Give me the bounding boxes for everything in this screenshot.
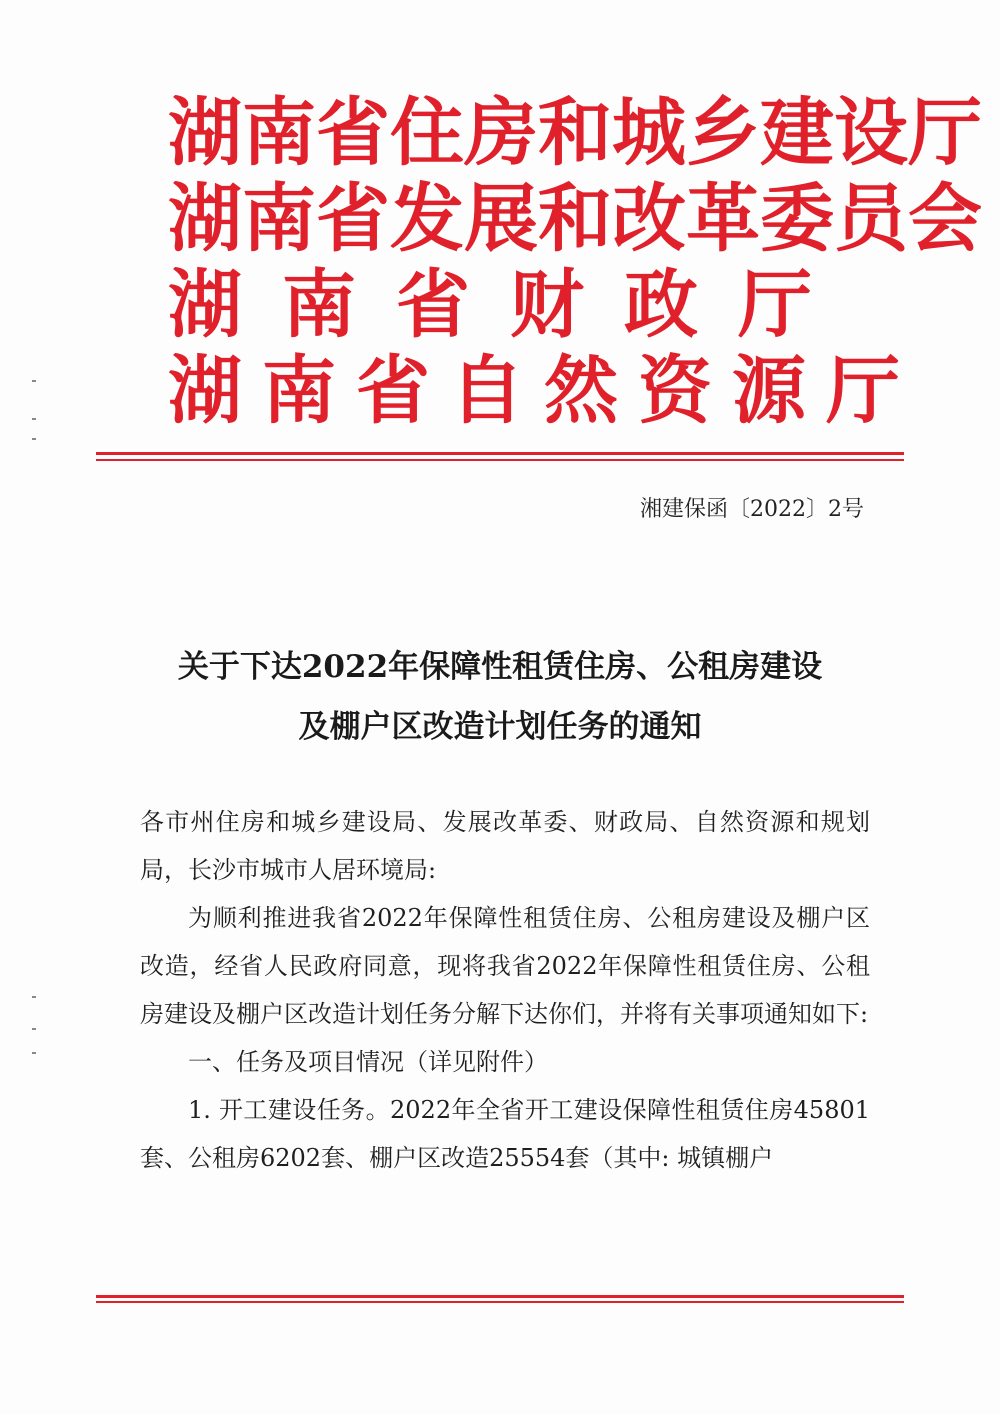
scan-speck	[32, 418, 36, 420]
letterhead-org-3: 湖南省财政厅	[168, 262, 852, 348]
scan-speck	[32, 438, 36, 440]
addressee-paragraph: 各市州住房和城乡建设局、发展改革委、财政局、自然资源和规划局，长沙市城市人居环境局:	[140, 808, 870, 884]
scan-speck	[32, 1052, 36, 1054]
letterhead-divider-thick	[96, 452, 904, 455]
letterhead-org-2: 湖南省发展和改革委员会	[168, 176, 982, 262]
letterhead-divider-thin	[96, 459, 904, 461]
scan-speck	[32, 1028, 36, 1030]
footer-divider-thick	[96, 1295, 904, 1298]
document-title	[120, 637, 880, 757]
letterhead-org-4: 湖南省自然资源厅	[168, 348, 920, 434]
footer-divider-thin	[96, 1301, 904, 1303]
document-title-line-2: 及棚户区改造计划任务的通知	[298, 709, 702, 745]
document-number: 湘建保函〔2022〕2号	[640, 497, 864, 522]
section-1-heading: 一、任务及项目情况（详见附件）	[188, 1048, 548, 1076]
document-title-line-1: 关于下达2022年保障性租赁住房、公租房建设	[177, 649, 823, 685]
item-1-paragraph: 1. 开工建设任务。2022年全省开工建设保障性租赁住房45801套、公租房6202套、棚户区改造25554套（其中: 城镇棚户	[140, 1096, 870, 1172]
scan-speck	[32, 996, 36, 998]
scan-speck	[32, 380, 36, 382]
letterhead-org-1: 湖南省住房和城乡建设厅	[168, 90, 982, 176]
intro-paragraph: 为顺利推进我省2022年保障性租赁住房、公租房建设及棚户区改造，经省人民政府同意，现将我省2022年保障性租赁住房、公租房建设及棚户区改造计划任务分解下达你们，并将有关事项通知如下:	[140, 904, 870, 1028]
document-body	[140, 798, 870, 1182]
